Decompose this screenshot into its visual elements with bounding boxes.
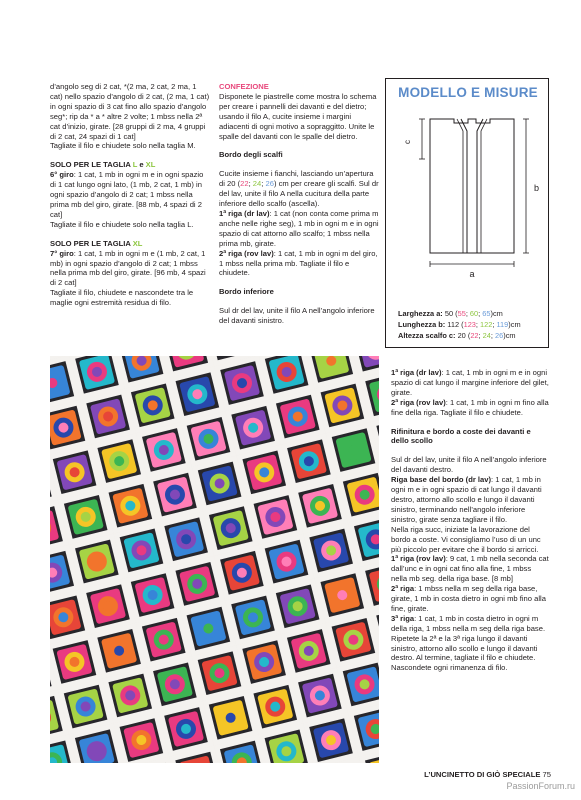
model-measures-box [385,78,549,348]
label-a: a [469,269,475,279]
paragraph [50,82,210,151]
paragraph: Sul dr del lav, unite il filo A nell’angolo inferiore del davanti destro. Riga base del bordo (dr lav): 1 cat, 1 mb in ogni m e in ogni spazio di cat lungo il davanti destro, attorno allo scollo e lungo il davanti sinistro, terminando nell’angolo inferiore sinistro, girate senza tagliare il filo. Nella riga succ, iniziate la lavorazione del bordo a coste. Vi consigliamo l’uso di un unc più piccolo per evitare che il bordo si arricci. 1ª riga (rov lav): 9 cat, 1 mb nella seconda cat dall’unc e in ogni cat fino alla fine, 1 mbss nella mb seg. della riga base. [8 mb] 2ª riga: 1 mbss nella m seg della riga base, girate, 1 mb in costa dietro in ogni mb fino alla fine, girate. 3ª riga: 1 cat, 1 mb in costa dietro in ogni m della riga, 1 mbss nella m seg della riga base. Ripetete la 2ª e la 3ª riga lungo il davanti sinistro, attorno allo scollo e lungo il davanti destro. Al termine, tagliate il filo e chiudete. Nascondete ogni rimanenza di filo. [391,455,549,673]
band-left [457,119,463,253]
left-text-column [50,82,210,317]
paragraph: Cucite insieme i fianchi, lasciando un’apertura di 20 (22; 24; 26) cm per creare gli scalfi. Sul dr del lav, unite il filo A nella cucitura della parte inferiore dello scalfo (ascella). 1ª riga (dr lav): 1 cat (non conta come prima m anche nelle righe seg), 1 mb in ogni m e in ogni spazio di cat attorno allo scalfo; 1 mbss nella prima mb, girate. 2ª riga (rov lav): 1 cat, 1 mb in ogni m del giro, 1 mbss nella prima mb. Tagliate il filo e chiudete. [219,169,379,278]
watermark: PassionForum.ru [506,781,575,791]
section-title-XL: SOLO PER LE TAGLIA XL [50,238,143,248]
section-title-scalfi: Bordo degli scalfi [219,150,283,160]
front-edge-left [461,119,467,253]
band-right [481,119,487,253]
magazine-name: L’UNCINETTO DI GIÒ SPECIALE [424,770,541,779]
front-edge-right [477,119,483,253]
text: d’angolo seg di 2 cat, *(2 ma, 2 cat, 2 ma, 1 cat) nello spazio d’angolo di 2 cat, (2 ma, 1 cat) in ogni spazio di 3 cat fino allo spazio d’angolo seg*; rip da * a * altre 2 volte; 1 mbss nella 2ª cat d’inizio, girate. [28 gruppi di 2 ma, 4 gruppi di 2 cat, 24 spazi di 1 cat] [50,82,210,141]
page-footer [0,770,551,779]
label-c: c [403,140,412,144]
page-number: 75 [542,770,551,779]
paragraph: 7° giro: 1 cat, 1 mb in ogni m e (1 mb, 2 cat, 1 mb) in ogni spazio d’angolo di 2 cat; 1 mbss nella prima mb del giro, girate. [96 mb, 4 spazi di 2 cat] Tagliate il filo, chiudete e nascondete tra le maglie ogni estremità residua di filo. [50,248,206,308]
paragraph: Disponete le piastrelle come mostra lo schema per creare i pannelli dei davanti e del dietro; usando il filo A, cucite insieme i margini adiacenti di ogni motivo a sopraggitto. Unite le spalle del davanti con le spalle del dietro. [219,91,377,141]
section-title-inferiore: Bordo inferiore [219,287,274,297]
section-title-L-XL: SOLO PER LE TAGLIA L e XL [50,160,156,170]
middle-text-column [219,82,379,335]
right-text-column [391,368,549,682]
section-title-rifinitura: Rifinitura e bordo a coste dei davanti e dello scollo [391,426,531,446]
measures-list [398,308,521,341]
label-b: b [534,183,540,193]
garment-outline [430,119,514,253]
model-title: MODELLO E MISURE [398,85,538,100]
section-title-confezione: CONFEZIONE [219,82,269,91]
paragraph: 1ª riga (dr lav): 1 cat, 1 mb in ogni m e in ogni spazio di cat lungo il margine inferiore del gilet, girate. 2ª riga (rov lav): 1 cat, 1 mb in ogni m fino alla fine della riga. Tagliate il filo e chiudete. [391,368,549,417]
paragraph: Sul dr del lav, unite il filo A nell’angolo inferiore del davanti sinistro. [219,306,375,326]
measure-length: Lunghezza b: 112 (123; 122; 119)cm [398,320,521,329]
garment-diagram [386,101,550,306]
measure-width: Larghezza a: 50 (55; 60; 65)cm [398,309,503,318]
measure-armhole: Altezza scalfo c: 20 (22; 24; 26)cm [398,331,516,340]
text: Tagliate il filo e chiudete solo nella taglia M. [50,141,196,151]
paragraph: 6° giro: 1 cat, 1 mb in ogni m e in ogni spazio di 1 cat lungo ogni lato, (1 mb, 2 cat, 1 mb) in ogni spazio d’angolo di 2 cat; 1 mbss nella prima mb del giro, girate. [88 mb, 4 spazi di 2 cat] Tagliate il filo e chiudete solo nella taglia L. [50,170,204,229]
granny-square-photo [50,356,379,763]
crochet-photo-image [50,356,379,763]
